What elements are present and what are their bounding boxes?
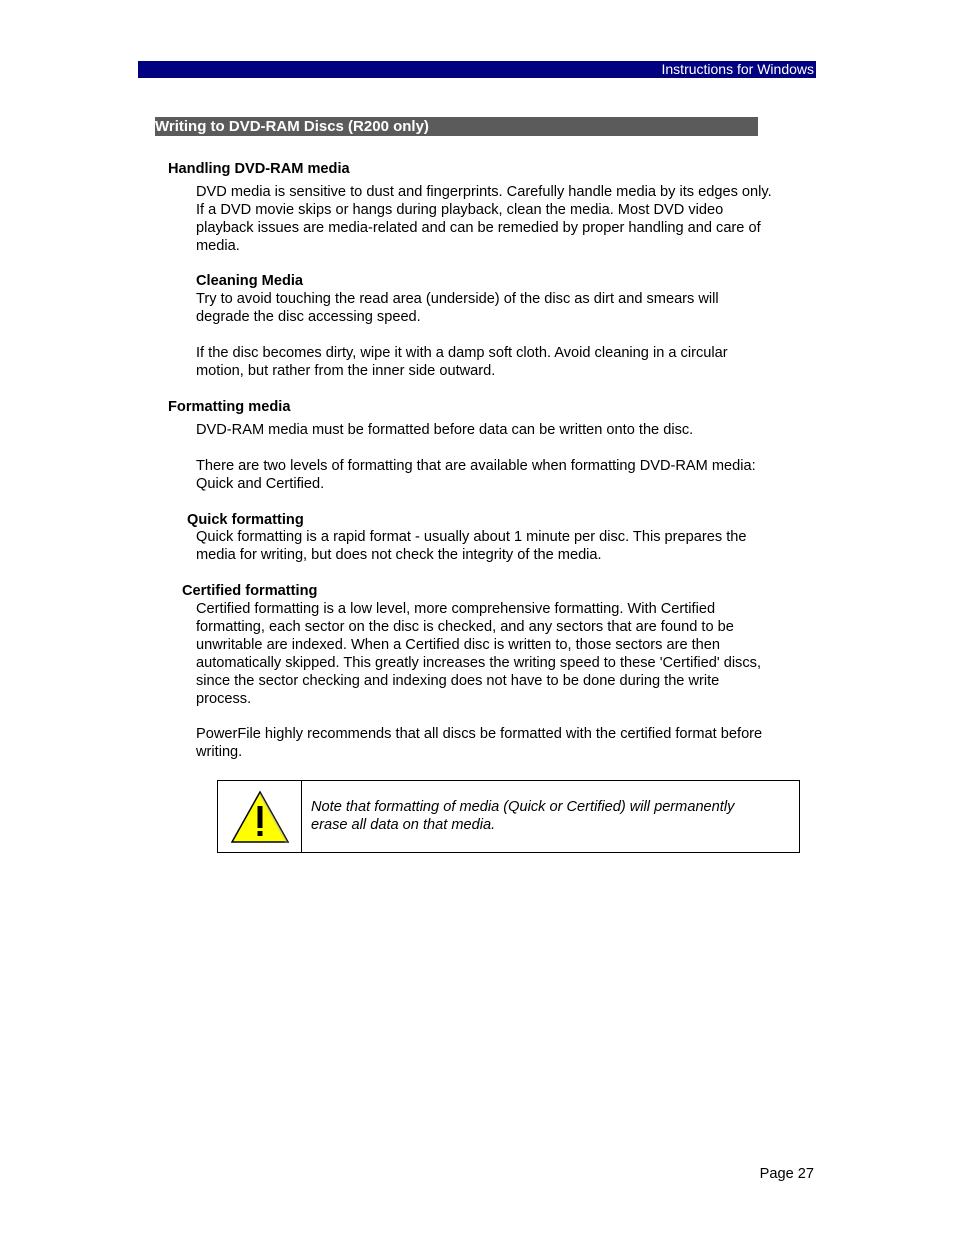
text-line: There are two levels of formatting that are available when formatting DVD-RAM media: bbox=[196, 458, 756, 474]
running-header bbox=[138, 61, 816, 78]
text-line: degrade the disc accessing speed. bbox=[196, 309, 421, 325]
text-line: erase all data on that media. bbox=[311, 817, 496, 833]
text-line: PowerFile highly recommends that all discs be formatted with the certified format before bbox=[196, 726, 763, 742]
cleaning-paragraph-2 bbox=[196, 344, 808, 380]
section-title: Writing to DVD-RAM Discs (R200 only) bbox=[155, 118, 429, 135]
text-line: DVD media is sensitive to dust and fingerprints. Carefully handle media by its edges only. bbox=[196, 184, 772, 200]
warning-icon-cell bbox=[218, 781, 302, 852]
text-line: media for writing, but does not check the integrity of the media. bbox=[196, 547, 602, 563]
cleaning-paragraph-1 bbox=[196, 290, 808, 326]
page-number: Page 27 bbox=[759, 1166, 814, 1182]
warning-note-text bbox=[302, 781, 799, 852]
text-line: playback issues are media-related and can be remedied by proper handling and care of bbox=[196, 220, 761, 236]
warning-note-box bbox=[217, 780, 800, 853]
cleaning-heading: Cleaning Media bbox=[196, 273, 304, 289]
certified-formatting-heading: Certified formatting bbox=[182, 583, 318, 599]
quick-formatting-heading: Quick formatting bbox=[187, 512, 304, 528]
text-line: Quick and Certified. bbox=[196, 476, 325, 492]
text-line: If a DVD movie skips or hangs during playback, clean the media. Most DVD video bbox=[196, 202, 724, 218]
text-line: motion, but rather from the inner side outward. bbox=[196, 363, 496, 379]
text-line: unwritable are indexed. When a Certified disc is written to, those sectors are then bbox=[196, 637, 721, 653]
formatting-heading: Formatting media bbox=[168, 399, 291, 415]
text-line: Quick formatting is a rapid format - usually about 1 minute per disc. This prepares the bbox=[196, 529, 747, 545]
running-header-title: Instructions for Windows bbox=[661, 61, 814, 77]
certified-formatting-paragraph-2 bbox=[196, 725, 808, 761]
text-line: automatically skipped. This greatly increases the writing speed to these 'Certified' discs, bbox=[196, 655, 762, 671]
warning-triangle-icon bbox=[229, 789, 291, 845]
text-line: since the sector checking and indexing does not have to be done during the write bbox=[196, 673, 720, 689]
text-line: DVD-RAM media must be formatted before data can be written onto the disc. bbox=[196, 422, 694, 438]
text-line: Try to avoid touching the read area (underside) of the disc as dirt and smears will bbox=[196, 291, 719, 307]
section-title-bar bbox=[155, 117, 758, 136]
text-line: Certified formatting is a low level, more comprehensive formatting. With Certified bbox=[196, 601, 716, 617]
formatting-paragraph-2 bbox=[196, 457, 808, 493]
text-line: writing. bbox=[196, 744, 243, 760]
text-line: formatting, each sector on the disc is checked, and any sectors that are found to be bbox=[196, 619, 734, 635]
formatting-paragraph-1 bbox=[196, 421, 808, 439]
handling-heading: Handling DVD-RAM media bbox=[168, 161, 350, 177]
certified-formatting-paragraph-1 bbox=[196, 600, 808, 708]
text-line: media. bbox=[196, 238, 240, 254]
handling-paragraph bbox=[196, 183, 808, 255]
text-line: Note that formatting of media (Quick or Certified) will permanently bbox=[311, 799, 735, 815]
text-line: process. bbox=[196, 691, 252, 707]
text-line: If the disc becomes dirty, wipe it with a damp soft cloth. Avoid cleaning in a circular bbox=[196, 345, 728, 361]
quick-formatting-paragraph bbox=[196, 528, 808, 564]
